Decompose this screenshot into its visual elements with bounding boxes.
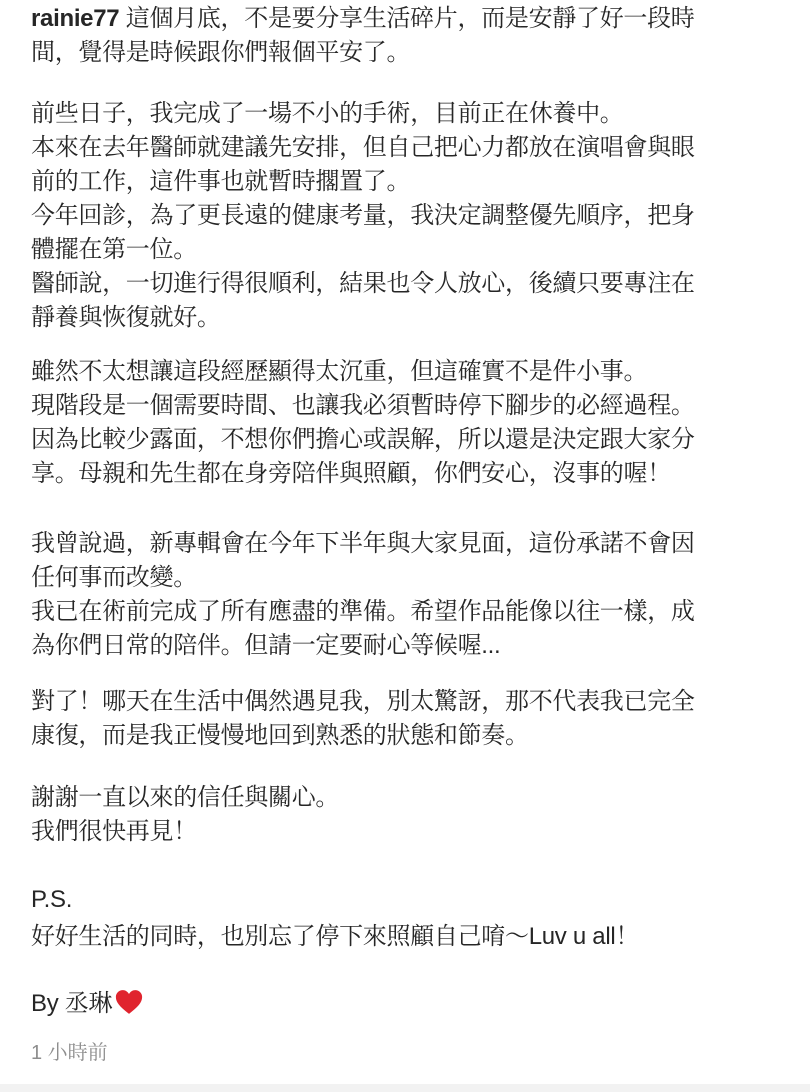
caption-line: P.S. [31, 886, 73, 913]
caption-line: 前些日子，我完成了一場不小的手術，目前正在休養中。 [31, 100, 624, 127]
signature-line [31, 987, 791, 1021]
caption-line: 享。母親和先生都在身旁陪伴與照顧，你們安心，沒事的喔！ [31, 460, 671, 487]
caption-line: 體擺在第一位。 [31, 236, 197, 263]
caption-line: 今年回診，為了更長遠的健康考量，我決定調整優先順序，把身 [31, 202, 695, 229]
caption-line: 醫師說，一切進行得很順利，結果也令人放心，後續只要專注在 [31, 270, 695, 297]
caption-line: 本來在去年醫師就建議先安排，但自己把心力都放在演唱會與眼 [31, 134, 695, 161]
caption-paragraph [31, 355, 791, 491]
caption-line: 我已在術前完成了所有應盡的準備。希望作品能像以往一樣，成 [31, 598, 695, 625]
caption-line: 現階段是一個需要時間、也讓我必須暫時停下腳步的必經過程。 [31, 392, 695, 419]
post-timestamp[interactable]: 1 小時前 [31, 1042, 108, 1064]
signature-text: By 丞琳 [31, 990, 113, 1017]
red-heart-icon [114, 987, 144, 1027]
caption-line: 因為比較少露面，不想你們擔心或誤解，所以還是決定跟大家分 [31, 426, 695, 453]
caption-line: 雖然不太想讓這段經歷顯得太沉重，但這確實不是件小事。 [31, 358, 648, 385]
caption-line: 康復，而是我正慢慢地回到熟悉的狀態和節奏。 [31, 722, 529, 749]
post-caption [31, 2, 791, 1021]
caption-paragraph [31, 685, 791, 753]
caption-line: 我們很快再見！ [31, 818, 197, 845]
caption-line: 對了！哪天在生活中偶然遇見我，別太驚訝，那不代表我已完全 [31, 688, 695, 715]
caption-text: 這個月底，不是要分享生活碎片，而是安靜了好一段時 [125, 5, 695, 32]
caption-line: 好好生活的同時，也別忘了停下來照顧自己唷～Luv u all！ [31, 923, 640, 950]
caption-line: 靜養與恢復就好。 [31, 304, 221, 331]
divider [0, 1084, 810, 1092]
caption-line: 前的工作，這件事也就暫時擱置了。 [31, 168, 411, 195]
caption-paragraph [31, 883, 791, 954]
caption-paragraph [31, 781, 791, 849]
caption-line: 任何事而改變。 [31, 564, 197, 591]
caption-paragraph [31, 2, 791, 70]
caption-line: 我曾說過，新專輯會在今年下半年與大家見面，這份承諾不會因 [31, 530, 695, 557]
caption-line: 為你們日常的陪伴。但請一定要耐心等候喔... [31, 632, 501, 659]
caption-line [31, 2, 791, 36]
caption-signature [31, 987, 791, 1021]
caption-line: 間，覺得是時候跟你們報個平安了。 [31, 39, 411, 66]
caption-line: 謝謝一直以來的信任與關心。 [31, 784, 340, 811]
username-link[interactable]: rainie77 [31, 5, 120, 32]
caption-paragraph [31, 97, 791, 335]
caption-paragraph [31, 527, 791, 663]
